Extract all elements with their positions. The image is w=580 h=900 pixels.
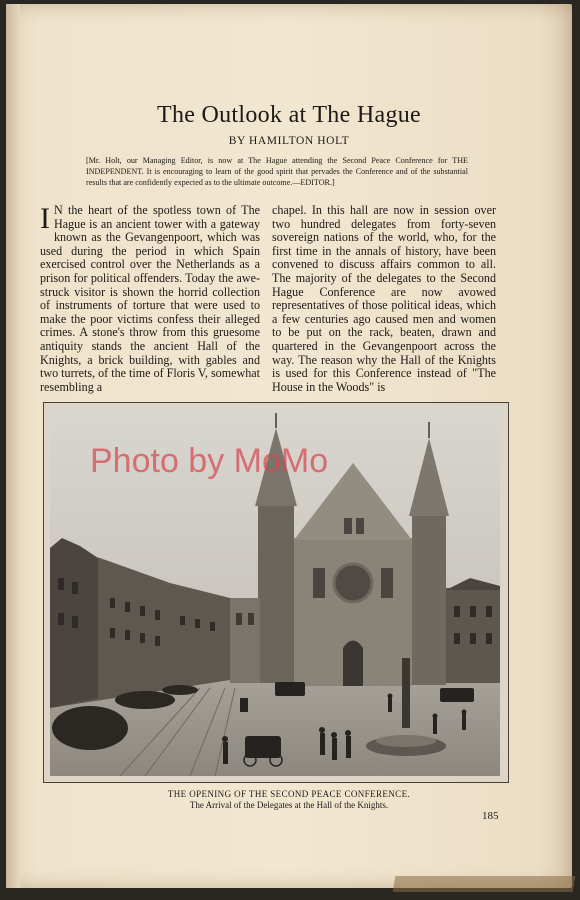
photo-watermark: Photo by MoMo — [90, 442, 329, 480]
drop-cap: I — [40, 202, 50, 235]
page-number: 185 — [482, 810, 499, 822]
article-column-right: chapel. In this hall are now in session over two hundred delegates from forty-seven sovereign nations of the world, who, for the first time in the annals of history, have been convened to discuss affairs common to all. The majority of the delegates to the Second Hague Conference are now avowed representatives of those political ideas, which a few centuries ago caused men and women to be put on the rack, beaten, drawn and quartered in the Gevangenpoort across the way. The reason why the Hall of the Knights is used for this Conference instead of "The House in the Woods" is — [272, 203, 496, 394]
torn-page-edge — [393, 876, 576, 892]
article-byline: BY HAMILTON HOLT — [228, 135, 350, 147]
left-column-text: N the heart of the spotless town of The Hague is an ancient tower with a gateway known as the Gevangenpoort, which was used during the period in which Spain exercised control over the Netherlands as a prison for political offenders. Today the awe-struck visitor is shown the horrid collection of instruments of torture that were used to make the poor victims confess their alleged crimes. A stone's throw from this gruesome antiquity stands the ancient Hall of the Knights, a brick building, with gables and two turrets, of the time of Floris V, somewhat resembling a — [40, 203, 260, 394]
photo-caption-title: THE OPENING OF THE SECOND PEACE CONFERENCE. — [167, 789, 411, 799]
editor-note: [Mr. Holt, our Managing Editor, is now at The Hague attending the Second Peace Conference for THE INDEPENDENT. It is encouraging to learn of the good spirit that pervades the Conference and of the substantial results that are confidently expected as to the ultimate outcome.—EDITOR.] — [86, 156, 468, 187]
article-title: The Outlook at The Hague — [156, 102, 422, 128]
photo-caption-subtitle: The Arrival of the Delegates at the Hall of the Knights. — [189, 800, 389, 810]
article-column-left — [40, 204, 260, 394]
photo-frame — [43, 402, 509, 783]
hall-of-knights-photo — [50, 408, 500, 776]
magazine-page — [6, 4, 572, 888]
